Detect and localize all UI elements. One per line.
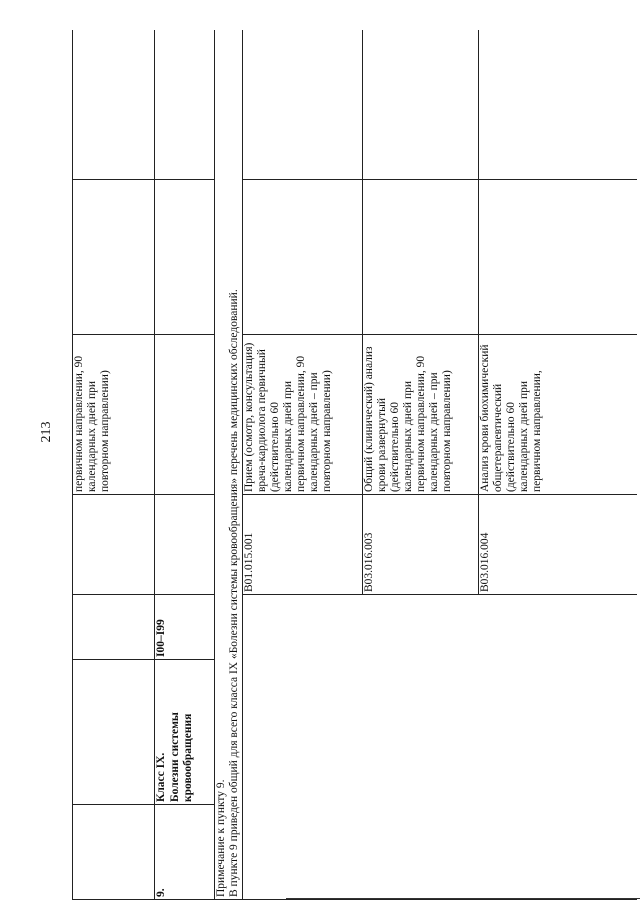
- class-name: Болезни системы кровообращения: [169, 712, 194, 802]
- top-service-text: первичном направлении, 90 календарных дней при повторном направлении): [73, 355, 111, 492]
- class-title: Класс IX.: [155, 752, 167, 802]
- column-line: [72, 179, 214, 180]
- note-title: Примечание к пункту 9.: [215, 779, 227, 897]
- service-code: B03.016.003: [363, 532, 375, 592]
- service-description: Прием (осмотр, консультация) врача-кардиолога первичный (действительно 60 календарных дней при первичном направлении, 90 календарных дней – при повторном направлении): [243, 342, 333, 492]
- page-number: 213: [39, 421, 54, 443]
- column-line: [242, 179, 637, 180]
- class-codes: I00–I99: [155, 619, 167, 657]
- service-code: B03.016.004: [479, 532, 491, 592]
- service-description: Общий (клинический) анализ крови развернутый (действительно 60 календарных дней при первичном направлении, 90 календарных дней – при повторном направлении): [363, 346, 453, 492]
- service-code: B01.015.001: [243, 532, 255, 592]
- table-frame: [72, 30, 637, 900]
- service-description: Анализ крови биохимический общетерапевтический (действительно 60 календарных дней при первичном направлении,: [479, 344, 543, 492]
- row-number: 9.: [155, 888, 167, 897]
- note-text: В пункте 9 приведен общий для всего класса IX «Болезни системы кровообращения» перечень медицинских обследований.: [228, 289, 240, 897]
- bottom-rule: [286, 898, 640, 899]
